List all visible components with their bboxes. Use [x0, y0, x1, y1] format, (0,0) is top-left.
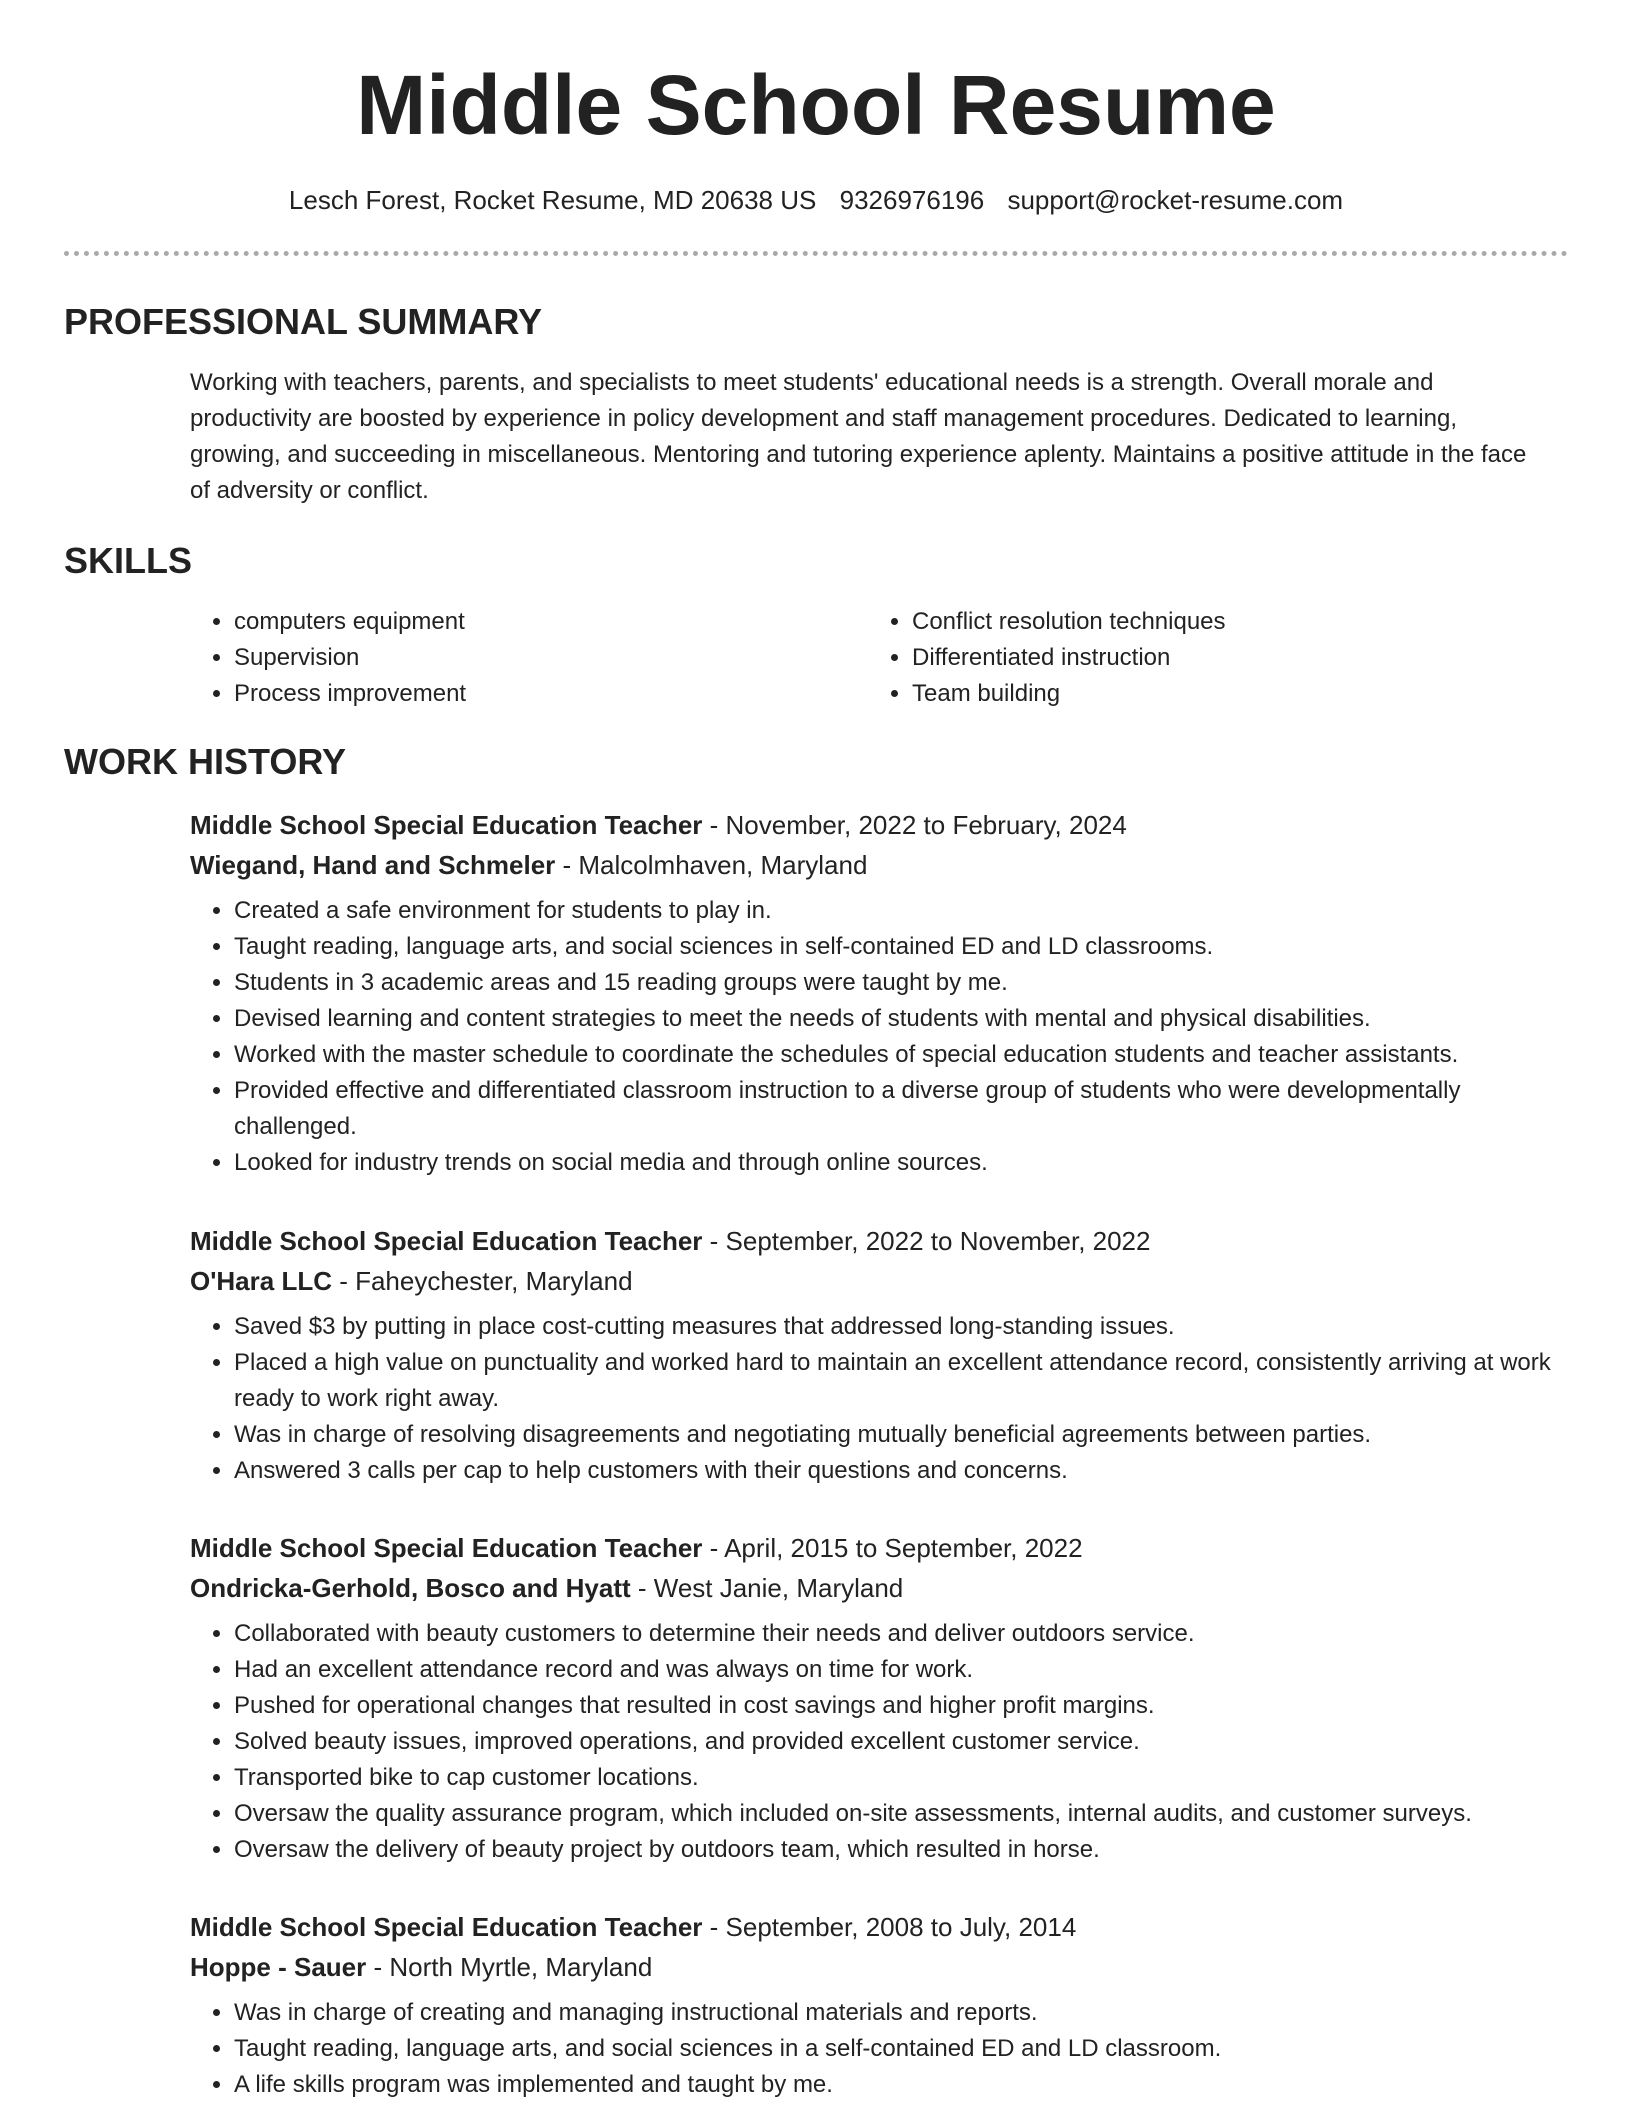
skills-list-left — [190, 604, 466, 712]
job-bullet: • A life skills program was implemented and taught by me. — [234, 2067, 1560, 2103]
job-bullet: • Pushed for operational changes that resulted in cost savings and higher profit margins. — [234, 1688, 1560, 1724]
job-company: O'Hara LLC — [190, 1266, 332, 1296]
job-location: - Faheychester, Maryland — [331, 1266, 633, 1296]
job-bullet: • Transported bike to cap customer locations. — [234, 1760, 1560, 1796]
contact-address: Lesch Forest, Rocket Resume, MD 20638 US — [288, 185, 817, 215]
job-location: - West Janie, Maryland — [630, 1573, 904, 1603]
contact-email: support@rocket-resume.com — [1007, 185, 1344, 215]
job-bullets — [190, 1616, 1560, 1868]
header-divider — [64, 251, 1568, 256]
job-title: Middle School Special Education Teacher — [190, 810, 703, 840]
job-bullets — [190, 893, 1560, 1181]
job-title-line — [190, 1221, 1560, 1261]
job-bullet: • Provided effective and differentiated classroom instruction to a diverse group of students who were developmentally challenged. — [234, 1073, 1560, 1145]
job-entry — [190, 1221, 1560, 1489]
job-bullet: • Oversaw the delivery of beauty project by outdoors team, which resulted in horse. — [234, 1832, 1560, 1868]
skill-item: • Supervision — [234, 640, 466, 676]
job-dates: - September, 2008 to July, 2014 — [702, 1912, 1077, 1942]
job-bullets — [190, 1309, 1560, 1489]
job-location: - North Myrtle, Maryland — [366, 1952, 653, 1982]
job-bullet: • Students in 3 academic areas and 15 reading groups were taught by me. — [234, 965, 1560, 1001]
skills-heading: SKILLS — [64, 540, 193, 581]
job-bullet: • Was in charge of resolving disagreements and negotiating mutually beneficial agreements between parties. — [234, 1417, 1560, 1453]
job-bullet: • Solved beauty issues, improved operations, and provided excellent customer service. — [234, 1724, 1560, 1760]
job-location: - Malcolmhaven, Maryland — [555, 850, 868, 880]
job-company: Ondricka-Gerhold, Bosco and Hyatt — [190, 1573, 631, 1603]
work-heading: WORK HISTORY — [64, 741, 347, 782]
summary-heading: PROFESSIONAL SUMMARY — [64, 301, 543, 342]
job-entry — [190, 805, 1560, 1181]
job-company-line — [190, 1568, 1560, 1608]
job-dates: - November, 2022 to February, 2024 — [702, 810, 1127, 840]
job-dates: - April, 2015 to September, 2022 — [702, 1533, 1083, 1563]
job-title: Middle School Special Education Teacher — [190, 1912, 703, 1942]
job-entry — [190, 1528, 1560, 1868]
skill-item: • Differentiated instruction — [912, 640, 1226, 676]
contact-line — [0, 180, 1632, 220]
job-bullets — [190, 1995, 1560, 2103]
job-bullet: • Taught reading, language arts, and social sciences in self-contained ED and LD classrooms. — [234, 929, 1560, 965]
job-title-line — [190, 1907, 1560, 1947]
job-title: Middle School Special Education Teacher — [190, 1533, 703, 1563]
job-bullet: • Created a safe environment for students to play in. — [234, 893, 1560, 929]
job-title: Middle School Special Education Teacher — [190, 1226, 703, 1256]
job-company-line — [190, 845, 1560, 885]
job-company: Hoppe - Sauer — [190, 1952, 367, 1982]
job-bullet: • Looked for industry trends on social media and through online sources. — [234, 1145, 1560, 1181]
job-bullet: • Oversaw the quality assurance program, which included on-site assessments, internal audits, and customer surveys. — [234, 1796, 1560, 1832]
resume-title: Middle School Resume — [356, 58, 1276, 152]
skills-list-right — [868, 604, 1226, 712]
skill-item: • Process improvement — [234, 676, 466, 712]
job-title-line — [190, 1528, 1560, 1568]
job-bullet: • Had an excellent attendance record and was always on time for work. — [234, 1652, 1560, 1688]
job-title-line — [190, 805, 1560, 845]
skill-item: • Team building — [912, 676, 1226, 712]
contact-phone: 9326976196 — [839, 185, 985, 215]
job-bullet: • Saved $3 by putting in place cost-cutting measures that addressed long-standing issues. — [234, 1309, 1560, 1345]
job-bullet: • Collaborated with beauty customers to determine their needs and deliver outdoors service. — [234, 1616, 1560, 1652]
job-bullet: • Answered 3 calls per cap to help customers with their questions and concerns. — [234, 1453, 1560, 1489]
skill-item: • computers equipment — [234, 604, 466, 640]
job-bullet: • Taught reading, language arts, and social sciences in a self-contained ED and LD classroom. — [234, 2031, 1560, 2067]
job-company-line — [190, 1261, 1560, 1301]
job-bullet: • Devised learning and content strategies to meet the needs of students with mental and physical disabilities. — [234, 1001, 1560, 1037]
skill-item: • Conflict resolution techniques — [912, 604, 1226, 640]
job-bullet: • Worked with the master schedule to coordinate the schedules of special education students and teacher assistants. — [234, 1037, 1560, 1073]
job-company: Wiegand, Hand and Schmeler — [190, 850, 556, 880]
job-company-line — [190, 1947, 1560, 1987]
job-bullet: • Was in charge of creating and managing instructional materials and reports. — [234, 1995, 1560, 2031]
job-bullet: • Placed a high value on punctuality and worked hard to maintain an excellent attendance record, consistently arriving at work ready to work right away. — [234, 1345, 1560, 1417]
job-dates: - September, 2022 to November, 2022 — [702, 1226, 1151, 1256]
job-entry — [190, 1907, 1560, 2103]
summary-text: Working with teachers, parents, and specialists to meet students' educational needs is a strength. Overall morale and productivity are boosted by experience in policy development and staff management procedures. Dedicated to learning, growing, and succeeding in miscellaneous. Mentoring and tutoring experience aplenty. Maintains a positive attitude in the face of adversity or conflict. — [190, 369, 1527, 504]
